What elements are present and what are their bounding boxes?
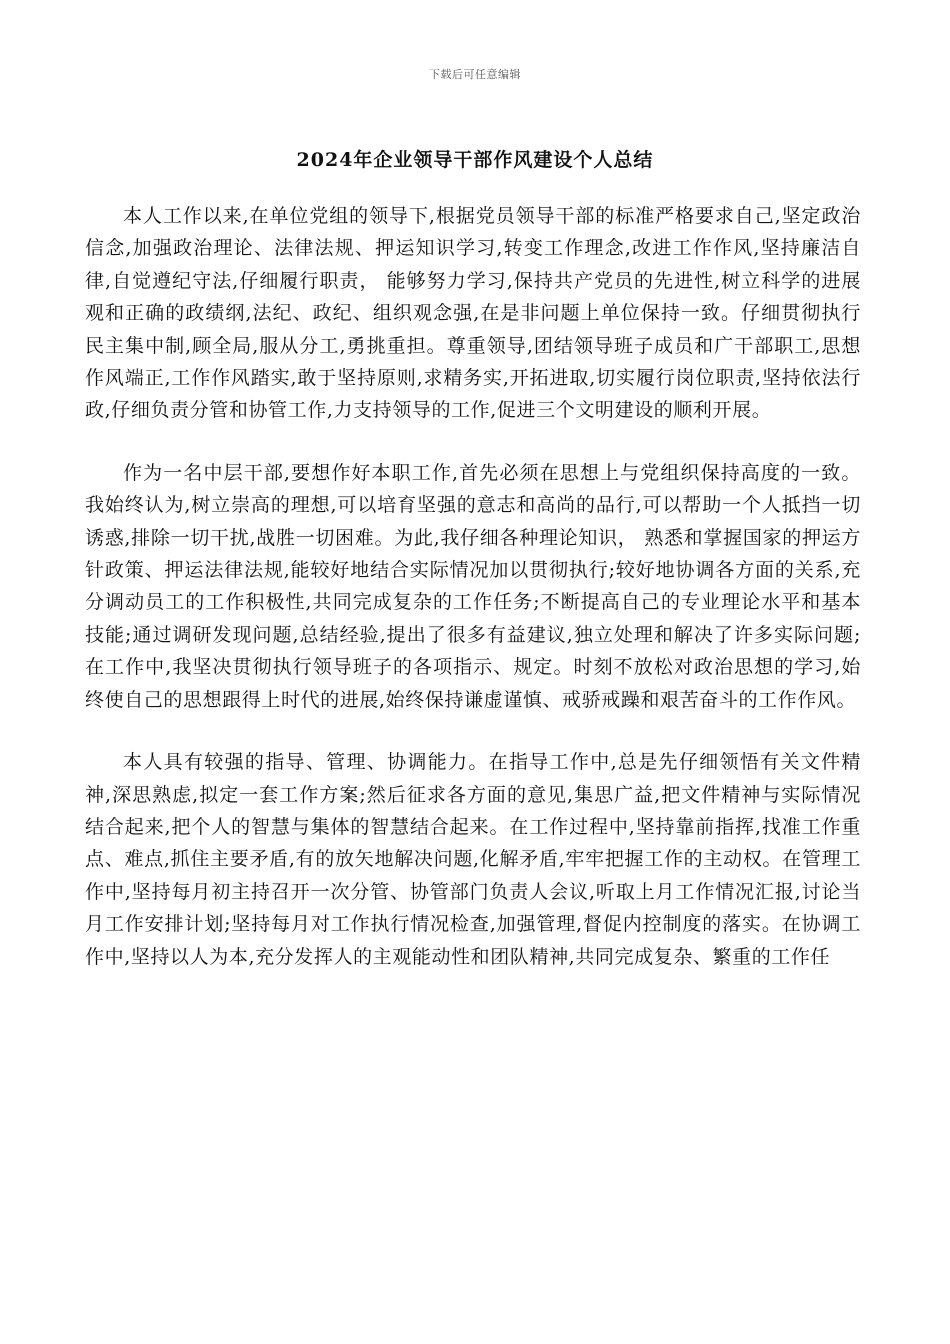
paragraph-1: 本人工作以来,在单位党组的领导下,根据党员领导干部的标准严格要求自己,坚定政治信念,加强政治理论、法律法规、押运知识学习,转变工作理念,改进工作作风,坚持廉洁自律,自觉遵纪守法,仔细履行职责， 能够努力学习,保持共产党员的先进性,树立科学的进展观和正确的政绩纲,法纪、政纪、组织观念强,在是非问题上单位保持一致。仔细贯彻执行民主集中制,顾全局,服从分工,勇挑重担。尊重领导,团结领导班子成员和广干部职工,思想作风端正,工作作风踏实,敢于坚持原则,求精务实,开拓进取,切实履行岗位职责,坚持依法行政,仔细负责分管和协管工作,力支持领导的工作,促进三个文明建设的顺利开展。: [85, 205, 861, 422]
paragraph-2: 作为一名中层干部,要想作好本职工作,首先必须在思想上与党组织保持高度的一致。我始终认为,树立崇高的理想,可以培育坚强的意志和高尚的品行,可以帮助一个人抵挡一切诱惑,排除一切干扰,战胜一切困难。为此,我仔细各种理论知识， 熟悉和掌握国家的押运方针政策、押运法律法规,能较好地结合实际情况加以贯彻执行;较好地协调各方面的关系,充分调动员工的工作积极性,共同完成复杂的工作任务;不断提高自己的专业理论水平和基本技能;通过调研发现问题,总结经验,提出了很多有益建议,独立处理和解决了许多实际问题;在工作中,我坚决贯彻执行领导班子的各项指示、规定。时刻不放松对政治思想的学习,始终使自己的思想跟得上时代的进展,始终保持谦虚谨慎、戒骄戒躁和艰苦奋斗的工作作风。: [85, 461, 861, 711]
header-note: 下载后可任意编辑: [429, 68, 521, 81]
document-title: 2024年企业领导干部作风建设个人总结: [296, 149, 654, 171]
document-body: [85, 200, 861, 1003]
paragraph-3: 本人具有较强的指导、管理、协调能力。在指导工作中,总是先仔细领悟有关文件精神,深思熟虑,拟定一套工作方案;然后征求各方面的意见,集思广益,把文件精神与实际情况结合起来,把个人的智慧与集体的智慧结合起来。在工作过程中,坚持靠前指挥,找准工作重点、难点,抓住主要矛盾,有的放矢地解决问题,化解矛盾,牢牢把握工作的主动权。在管理工作中,坚持每月初主持召开一次分管、协管部门负责人会议,听取上月工作情况汇报,讨论当月工作安排计划;坚持每月对工作执行情况检查,加强管理,督促内控制度的落实。在协调工作中,坚持以人为本,充分发挥人的主观能动性和团队精神,共同完成复杂、繁重的工作任: [85, 751, 861, 968]
